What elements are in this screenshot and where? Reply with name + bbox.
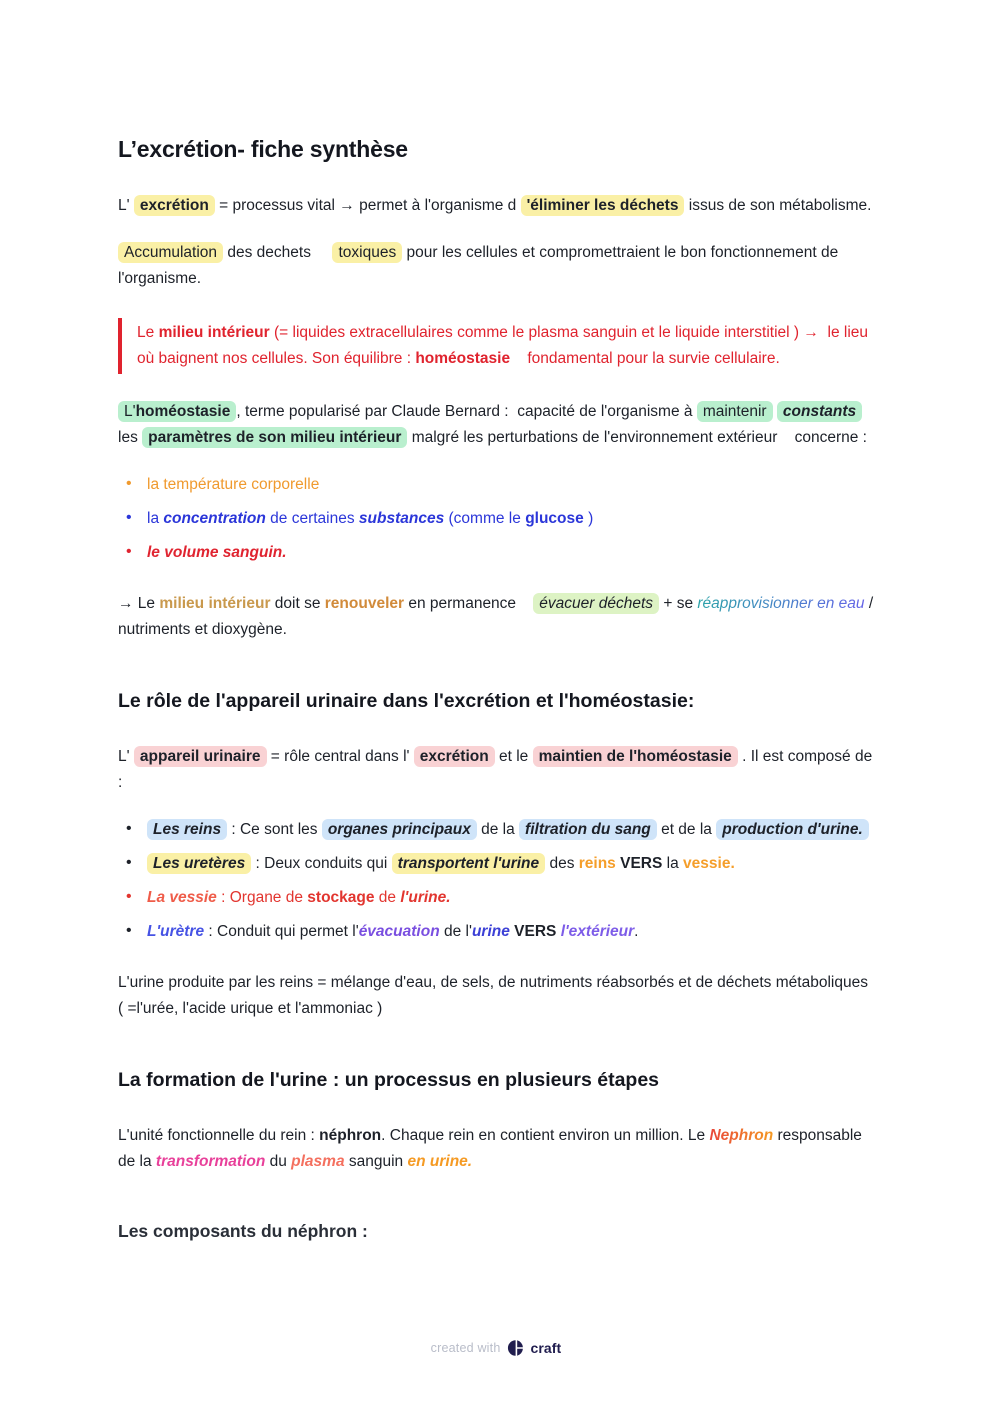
- text-run-transformation: transformation: [155, 1152, 266, 1170]
- highlight-organes-principaux: organes principaux: [322, 819, 477, 840]
- text-run: et le: [494, 747, 533, 765]
- highlight-transportent-urine: transportent l'urine: [392, 853, 545, 874]
- text-run-plasma: plasma: [291, 1152, 345, 1170]
- text-run: la: [147, 509, 164, 527]
- text-run: → Le: [118, 594, 160, 612]
- text-run-lurine: l'urine.: [400, 888, 451, 906]
- text-run: (= liquides extracellulaires comme le plasma sanguin et le liquide interstitiel ) → le lieu où baignent nos cellules. Son équilibre :: [137, 323, 873, 367]
- text-run: , terme popularisé par Claude Bernard : capacité de l'organisme à: [236, 402, 697, 420]
- quote-block-milieu-interieur: [118, 318, 874, 374]
- text-run: : Conduit qui permet l': [204, 922, 359, 940]
- highlight-parametres: paramètres de son milieu intérieur: [142, 427, 407, 448]
- list-item-concentration: [118, 506, 874, 532]
- list-item-volume-sanguin: [118, 540, 874, 566]
- craft-logo-icon: [507, 1340, 523, 1356]
- subsection-heading-composants-nephron: Les composants du néphron :: [118, 1220, 368, 1241]
- paragraph-homeostasie: [118, 399, 874, 451]
- text-run: les: [118, 402, 867, 446]
- text-run: : Ce sont les: [227, 820, 322, 838]
- text-run: la température corporelle: [147, 475, 320, 493]
- footer-created-with-label: created with: [430, 1341, 501, 1355]
- text-run: : Organe de: [216, 888, 308, 906]
- text-run-reapprovisionner: réapprovisionner en eau: [697, 594, 865, 612]
- highlight-maintenir: maintenir: [697, 401, 773, 422]
- highlight-excretion: excrétion: [134, 195, 215, 216]
- text-run: du: [265, 1152, 292, 1170]
- text-run-reins: reins: [578, 854, 616, 872]
- text-run: malgré les perturbations de l'environnement extérieur concerne :: [407, 428, 867, 446]
- text-run: L'unité fonctionnelle du rein :: [118, 1126, 320, 1144]
- text-run-vessie: vessie.: [683, 854, 735, 872]
- highlight-constants: constants: [777, 401, 862, 422]
- footer: [0, 1340, 992, 1356]
- text-run: L': [118, 747, 134, 765]
- highlight-les-ureteres: Les uretères: [147, 853, 251, 874]
- text-run: de l': [439, 922, 472, 940]
- text-run: / nutriments et dioxygène.: [118, 594, 878, 638]
- text-run-bold-italic: concentration: [163, 509, 266, 527]
- list-item-temperature: [118, 472, 874, 498]
- text-run-en-urine: en urine.: [407, 1152, 473, 1170]
- text-run-nephron-colored: Nephron: [709, 1126, 774, 1144]
- text-run: + se: [659, 594, 698, 612]
- text-run-lexterieur: l'extérieur: [560, 922, 635, 940]
- text-run: .: [634, 922, 639, 940]
- paragraph-appareil-urinaire: [118, 744, 877, 796]
- list-item-uretre: [118, 919, 874, 945]
- text-run: sanguin: [344, 1152, 408, 1170]
- text-run: issus de son métabolisme.: [684, 196, 872, 214]
- highlight-evacuer-dechets: évacuer déchets: [533, 593, 659, 614]
- text-run-evacuation: évacuation: [358, 922, 440, 940]
- text-run: L': [118, 196, 134, 214]
- text-run-bold-italic: le volume sanguin.: [147, 543, 287, 561]
- text-run-bold: homéostasie: [415, 349, 511, 367]
- text-run: L': [124, 402, 136, 420]
- text-run-urine: urine: [471, 922, 510, 940]
- text-run: de la: [476, 820, 520, 838]
- text-run: de certaines: [265, 509, 359, 527]
- text-run: . Chaque rein en contient environ un million. Le: [381, 1126, 710, 1144]
- text-run: . Il est composé de :: [118, 747, 877, 791]
- list-homeostasie-parameters: [118, 472, 874, 566]
- text-run: des: [545, 854, 579, 872]
- text-run: et de la: [656, 820, 717, 838]
- paragraph-nephron: [118, 1123, 874, 1175]
- text-run-vers: VERS: [620, 854, 663, 872]
- section-heading-role-appareil-urinaire: Le rôle de l'appareil urinaire dans l'excrétion et l'homéostasie:: [118, 690, 695, 712]
- text-run-nephron-bold: néphron: [319, 1126, 382, 1144]
- text-run: doit se: [270, 594, 325, 612]
- text-run: = rôle central dans l': [266, 747, 414, 765]
- text-run: = processus vital → permet à l'organisme d: [214, 196, 521, 214]
- highlight-filtration-sang: filtration du sang: [519, 819, 657, 840]
- text-run-la-vessie: La vessie: [147, 888, 217, 906]
- highlight-toxiques: toxiques: [332, 242, 402, 263]
- highlight-accumulation: Accumulation: [118, 242, 223, 263]
- highlight-production-urine: production d'urine.: [716, 819, 869, 840]
- text-run: des dechets: [223, 243, 333, 261]
- list-item-reins: [118, 817, 874, 843]
- text-run: pour les cellules et compromettraient le bon fonctionnement de l'organisme.: [118, 243, 843, 287]
- paragraph-accumulation: [118, 240, 874, 292]
- text-run: responsable de la: [118, 1126, 867, 1170]
- text-run-renouveler: renouveler: [324, 594, 405, 612]
- text-run: de: [374, 888, 401, 906]
- text-run: la: [662, 854, 684, 872]
- paragraph-renouveler: [118, 591, 878, 643]
- text-run-bold: homéostasie: [135, 402, 231, 420]
- paragraph-excretion: [118, 193, 874, 219]
- text-run: fondamental pour la survie cellulaire.: [510, 349, 780, 367]
- list-item-vessie: [118, 885, 874, 911]
- highlight-homeostasie: [118, 401, 236, 422]
- highlight-appareil-urinaire: appareil urinaire: [134, 746, 267, 767]
- footer-brand-name[interactable]: craft: [530, 1340, 562, 1356]
- text-run: (comme le: [444, 509, 526, 527]
- list-appareil-urinaire-organs: [118, 817, 874, 945]
- text-run-luretre: L'urètre: [147, 922, 205, 940]
- highlight-eliminer-dechets: 'éliminer les déchets: [521, 195, 685, 216]
- text-run: : Deux conduits qui: [251, 854, 392, 872]
- text-run-bold: glucose: [525, 509, 584, 527]
- highlight-les-reins: Les reins: [147, 819, 227, 840]
- text-run: Le: [137, 323, 159, 341]
- list-item-ureteres: [118, 851, 874, 877]
- page-title: L’excrétion- fiche synthèse: [118, 136, 408, 162]
- text-run-milieu-interieur: milieu intérieur: [159, 594, 271, 612]
- highlight-excretion-2: excrétion: [414, 746, 495, 767]
- text-run: ): [583, 509, 594, 527]
- text-run-vers-2: VERS: [514, 922, 557, 940]
- text-run-stockage: stockage: [307, 888, 375, 906]
- text-run-bold: milieu intérieur: [158, 323, 270, 341]
- text-run-bold-italic: substances: [358, 509, 445, 527]
- section-heading-formation-urine: La formation de l'urine : un processus en plusieurs étapes: [118, 1069, 660, 1091]
- paragraph-urine-produite: L'urine produite par les reins = mélange d'eau, de sels, de nutriments réabsorbés et de déchets métaboliques ( =l'urée, l'acide urique et l'ammoniac ): [118, 973, 873, 1017]
- text-run: en permanence: [404, 594, 534, 612]
- highlight-maintien-homeostasie: maintien de l'homéostasie: [533, 746, 738, 767]
